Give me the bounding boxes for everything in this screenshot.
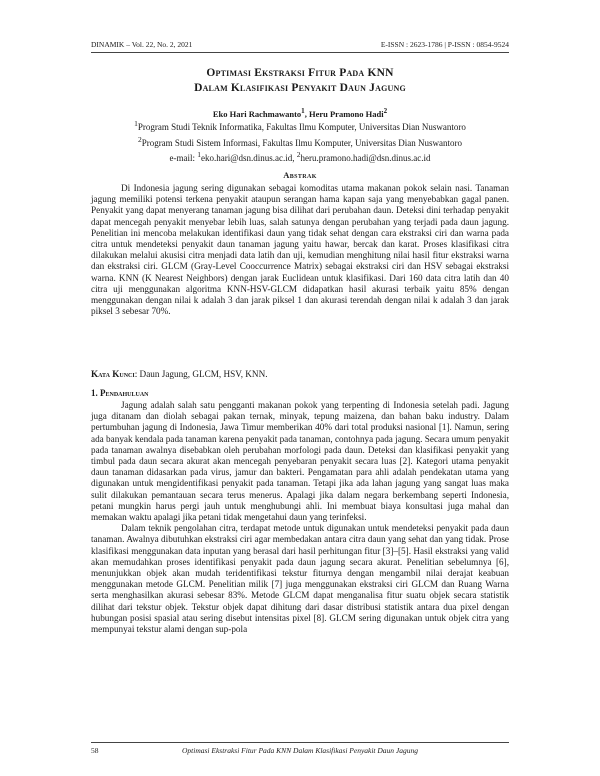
footer-title: Optimasi Ekstraksi Fitur Pada KNN Dalam Klasifikasi Penyakit Daun Jagung [181,746,419,755]
running-header [91,40,509,53]
email-2-sup: 2 [296,150,301,159]
title-line-2: Dalam Klasifikasi Penyakit Daun Jagung [194,82,406,94]
email-prefix: e-mail: [169,153,198,163]
abstract-heading: Abstrak [283,170,317,180]
affiliation-2 [0,134,600,150]
keywords [91,369,509,379]
email-1-sup: 1 [197,150,201,159]
page-footer [91,742,509,755]
keywords-label: Kata Kunci [91,369,135,379]
email-separator: , [292,153,297,163]
author-2: Heru Pramono Hadi [308,108,384,119]
page-number: 58 [91,746,99,755]
email-2: heru.pramono.hadi@dsn.dinus.ac.id [300,153,431,163]
affiliation-2-text: Program Studi Sistem Informasi, Fakultas Ilmu Komputer, Universitas Dian Nuswantoro [141,137,463,148]
intro-paragraph-1: Jagung adalah salah satu pengganti makanan pokok yang terpenting di Indonesia setelah padi. Jagung juga ditanam dan diolah sebagai pakan ternak, minyak, tepung maizena, dan bahan baku industry. Dalam pertumbuhan jagung di Indonesia, Jawa Timur memberikan 40% dari total produksi nasional [1]. Namun, sering ada banyak kendala pada tanaman karena penyakit pada tanaman, contohnya pada jagung. Secara umum penyakit pada tanaman awalnya disebabkan oleh perubahan morfologi pada daun. Deteksi dan klasifikasi penyakit yang timbul pada daun secara akurat akan mencegah penyebaran penyakit secara luas [2]. Kategori utama penyakit daun tanaman didasarkan pada virus, jamur dan bakteri. Pengamatan para ahli adalah pendekatan utama yang digunakan untuk mengidentifikasi penyakit pada tanaman. Tetapi jika ada lahan jagung yang sangat luas maka sulit dilakukan pemantauan secara terus menerus. Apalagi jika dalam negara berkembang seperti Indonesia, petani mungkin harus pergi jauh untuk menghubungi ahli. Ini membuat biaya konsultasi juga mahal dan memakan waktu apalagi jika petani tidak mengetahui daun yang terinfeksi. [91,400,509,523]
keywords-text: : Daun Jagung, GLCM, HSV, KNN. [134,369,268,379]
author-2-sup: 2 [383,107,388,115]
author-separator: , [304,108,309,119]
email-1: eko.hari@dsn.dinus.ac.id [200,153,293,163]
section-heading: 1. Pendahuluan [91,388,149,398]
abstract-body [91,183,509,317]
affiliation-1-text: Program Studi Teknik Informatika, Fakultas Ilmu Komputer, Universitas Dian Nuswantoro [137,122,466,132]
affiliation-1-sup: 1 [134,119,138,128]
author-1-sup: 1 [301,107,305,115]
affiliations [0,118,600,165]
abstract-text: Di Indonesia jagung sering digunakan sebagai komoditas utama makanan pokok selain nasi. Tanaman jagung memiliki potensi terkena penyakit ataupun serangan hama kapan saja yang menyebabkan gagal panen. Penyakit yang dapat menyerang tanaman jagung bisa dilihat dari perubahan daun. Deteksi dini terhadap penyakit dapat mencegah penyakit menyebar lebih luas, salah satunya dengan perubahan yang terjadi pada daun jagung. Penelitian ini mencoba melakukan identifikasi daun yang tidak sehat dengan cara ekstraksi ciri dan warna pada citra untuk mendeteksi penyakit daun tanaman jagung yaitu hawar, bercak dan karat. Proses klasifikasi citra dilakukan melalui akusisi citra menjadi data latih dan uji, kemudian menghitung nilai hasil fitur ekstraksi warna dan ekstraksi ciri. GLCM (Gray-Level Cooccurrence Matrix) sebagai ekstraksi ciri dan HSV sebagai ekstraksi warna. KNN (K Nearest Neighbors) dengan jarak Euclidean untuk klasifikasi. Dari 160 data citra latih dan 40 citra uji menggunakan algoritma KNN-HSV-GLCM didapatkan hasil akurasi terbaik yaitu 85% dengan menggunakan dengan nilai k adalah 3 dan jarak piksel 1 dan akurasi terendah dengan nilai k adalah 3 dan jarak piksel 3 sebesar 70%. [91,183,509,317]
journal-name: DINAMIK – Vol. 22, No. 2, 2021 [91,40,193,49]
author-1: Eko Hari Rachmawanto [212,108,302,119]
introduction-body [91,400,509,635]
paper-title [0,66,600,96]
email-line [0,149,600,165]
affiliation-1 [0,118,600,134]
title-line-1: Optimasi Ekstraksi Fitur Pada KNN [206,67,394,79]
intro-paragraph-2: Dalam teknik pengolahan citra, terdapat metode untuk digunakan untuk mendeteksi penyakit pada daun tanaman. Awalnya dibutuhkan ekstraksi ciri agar membedakan antara citra daun yang sehat dan yang tidak. Prose klasifikasi menggunakan data inputan yang berasal dari hasil perhitungan fitur [3]–[5]. Hasil ekstraksi yang valid akan memudahkan proses identifikasi penyakit pada daun jagung secara akurat. Penelitian sebelumnya [6], menunjukkan objek akan mudah teridentifikasi tekstur fiturnya dengan mengambil nilai derajat keabuan menggunakan metode GLCM. Penelitian milik [7] juga menggunakan ekstraksi ciri GLCM dan Ruang Warna serta menghasilkan akurasi sebesar 83%. Metode GLCM dapat menganalisa fitur suatu objek secara statistik dilihat dari tekstur objek. Tekstur objek dapat dihitung dari dasar distribusi statistik antara dua pixel dengan hubungan posisi spasial atau sering disebut intensitas pixel [8]. GLCM sering digunakan untuk objek citra yang mempunyai tekstur alami dengan sup-pola [91,523,509,635]
affiliation-2-sup: 2 [137,134,142,144]
issn: E-ISSN : 2623-1786 | P-ISSN : 0854-9524 [380,40,509,49]
